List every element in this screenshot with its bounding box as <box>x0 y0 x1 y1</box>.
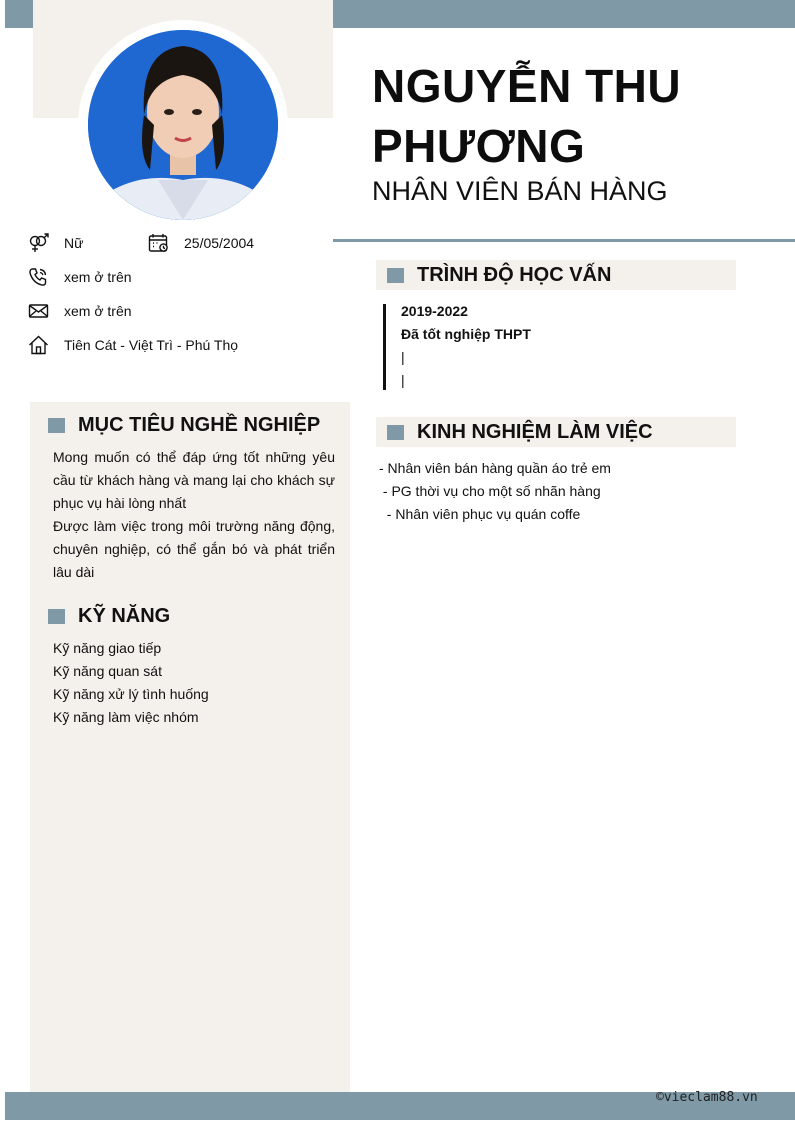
skill-item: Kỹ năng quan sát <box>53 663 162 679</box>
experience-list <box>379 457 611 526</box>
name-line-1: NGUYỄN THU <box>372 60 682 112</box>
objective-text-1: Mong muốn có thể đáp ứng tốt những yêu cầu từ khách hàng và mang lại cho khách sự phục vụ hài lòng nhất <box>53 449 335 511</box>
skill-item: Kỹ năng làm việc nhóm <box>53 709 199 725</box>
section-marker <box>387 425 404 440</box>
skills-heading <box>48 605 170 628</box>
education-entry <box>401 300 531 392</box>
education-title: TRÌNH ĐỘ HỌC VẤN <box>417 263 612 286</box>
section-marker <box>48 418 65 433</box>
section-marker <box>48 609 65 624</box>
envelope-icon <box>28 301 50 321</box>
email-value: xem ở trên <box>64 303 132 319</box>
education-heading <box>376 260 736 290</box>
watermark: ©vieclam88.vn <box>656 1090 758 1105</box>
job-title: NHÂN VIÊN BÁN HÀNG <box>372 176 668 206</box>
education-line-3: | <box>401 349 405 365</box>
section-marker <box>387 268 404 283</box>
skills-title: KỸ NĂNG <box>78 605 171 627</box>
address-value: Tiên Cát - Việt Trì - Phú Thọ <box>64 337 239 353</box>
skills-list <box>53 637 209 729</box>
name-line-2: PHƯƠNG <box>372 120 586 172</box>
gender-value: Nữ <box>64 235 84 251</box>
candidate-name <box>372 56 772 176</box>
birthday-value: 25/05/2004 <box>184 235 255 251</box>
avatar <box>88 30 278 220</box>
experience-item: - PG thời vụ cho một số nhãn hàng <box>379 483 601 499</box>
experience-title: KINH NGHIỆM LÀM VIỆC <box>417 420 653 443</box>
gender-row <box>28 233 83 253</box>
objective-text-2: Được làm việc trong môi trường năng động, chuyên nghiệp, có thể gắn bó và phát triển lâu dài <box>53 518 335 580</box>
experience-item: - Nhân viên phục vụ quán coffe <box>379 506 581 522</box>
education-line-4: | <box>401 372 405 388</box>
education-period: 2019-2022 <box>401 303 468 319</box>
education-degree: Đã tốt nghiệp THPT <box>401 326 531 342</box>
gender-icon <box>28 233 50 253</box>
email-row <box>28 301 132 321</box>
home-icon <box>28 335 50 355</box>
skill-item: Kỹ năng xử lý tình huống <box>53 686 209 702</box>
objective-title: MỤC TIÊU NGHỀ NGHIỆP <box>78 414 321 436</box>
birthday-row <box>148 233 254 253</box>
header-divider <box>333 239 795 242</box>
experience-heading <box>376 417 736 447</box>
phone-value: xem ở trên <box>64 269 132 285</box>
objective-heading <box>48 414 320 437</box>
education-timeline-bar <box>383 304 386 390</box>
calendar-icon <box>148 233 170 253</box>
experience-item: - Nhân viên bán hàng quần áo trẻ em <box>379 460 611 476</box>
skill-item: Kỹ năng giao tiếp <box>53 640 162 656</box>
address-row <box>28 335 238 355</box>
phone-row <box>28 267 132 287</box>
phone-icon <box>28 267 50 287</box>
